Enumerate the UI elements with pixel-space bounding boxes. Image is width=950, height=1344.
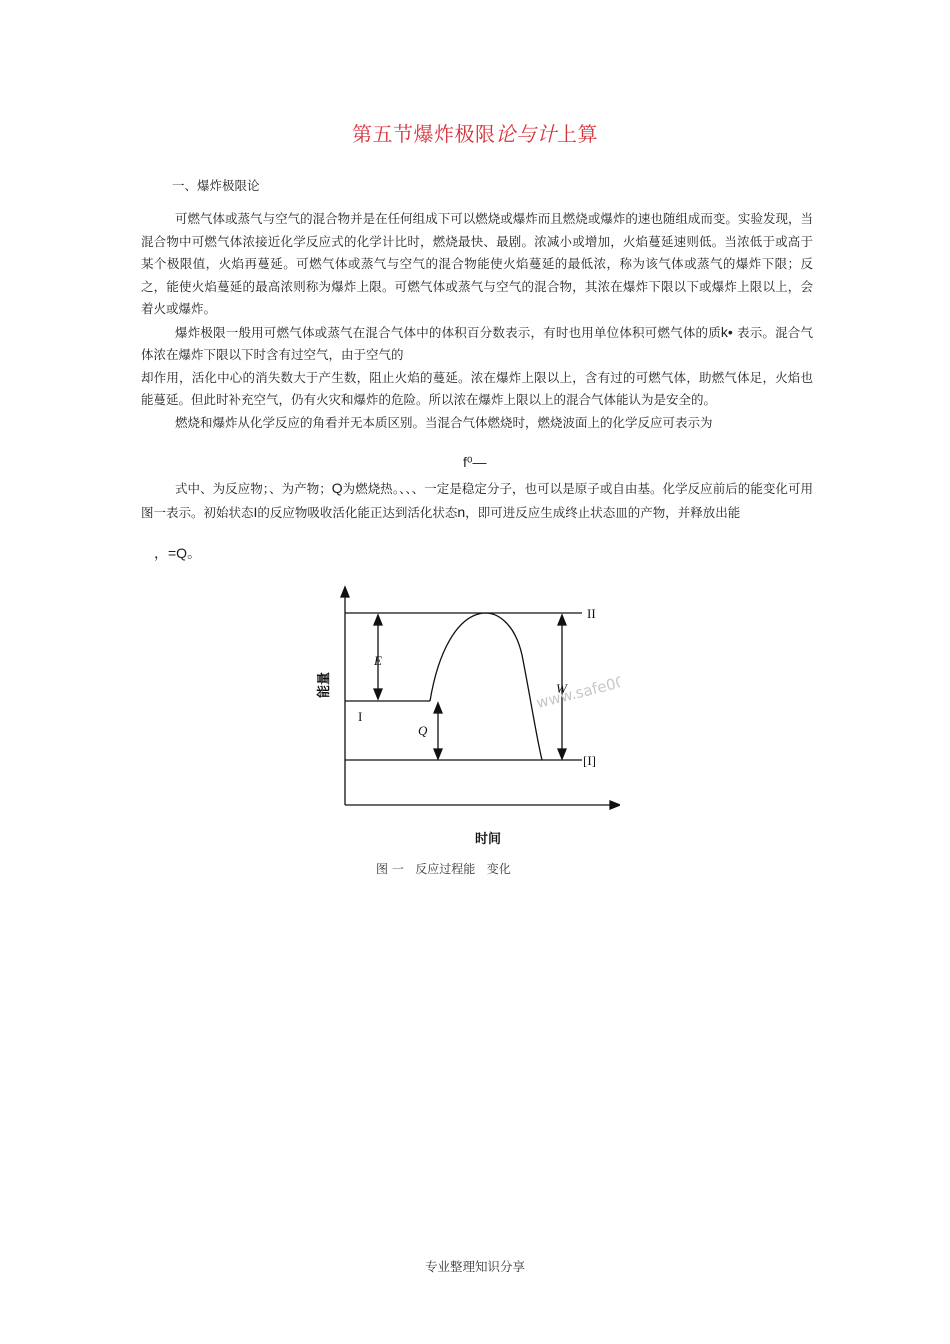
title-part-1: 第五节爆炸极限 xyxy=(352,122,496,146)
label-w: W xyxy=(556,681,567,696)
reaction-formula: f⁰— xyxy=(463,454,487,470)
body-text-block xyxy=(141,208,813,434)
body-text-block-2 xyxy=(141,477,813,524)
unit-symbol: k• xyxy=(720,323,733,340)
x-axis-label: 时间 xyxy=(474,832,502,847)
section-heading: 一、爆炸极限论 xyxy=(172,178,260,193)
label-e: E xyxy=(374,653,382,668)
paragraph-2 xyxy=(141,321,813,367)
e-arrow-head-down xyxy=(374,689,382,699)
p5-seg-4: ，即可进反应生成终止状态皿的产物，并释放出能 xyxy=(465,504,741,520)
p5-seg-i: I xyxy=(253,503,258,520)
label-iii: [I] xyxy=(583,753,596,768)
label-i: I xyxy=(358,709,363,724)
p5-seg-q: Q xyxy=(331,480,343,496)
label-ii: II xyxy=(587,606,596,621)
q-arrow-head-down xyxy=(434,749,442,759)
paragraph-3: 却作用，活化中心的消失数大于产生数，阻止火焰的蔓延。浓在爆炸上限以上，含有过的可燃气体，助燃气体足，火焰也能蔓延。但此时补充空气，仍有火灾和爆炸的危险。所以浓在爆炸上限以上的混合气体能认为是安全的。 xyxy=(141,369,813,407)
label-q: Q xyxy=(418,723,428,738)
reaction-curve xyxy=(430,613,542,760)
title-part-3: 上算 xyxy=(557,122,598,146)
w-arrow-head-down xyxy=(558,749,566,759)
figure-caption: 图 一 反应过程能 变化 xyxy=(376,862,511,876)
paragraph-4: 燃烧和爆炸从化学反应的角看并无本质区别。当混合气体燃烧时，燃烧波面上的化学反应可表示为 xyxy=(175,414,713,430)
q-arrow-head-up xyxy=(434,703,442,713)
paragraph-5 xyxy=(141,477,813,524)
energy-diagram-figure xyxy=(300,585,620,885)
y-axis-arrow xyxy=(341,587,349,597)
y-axis-label: 能量 xyxy=(317,671,332,699)
watermark: www.safe001.com xyxy=(534,661,620,712)
energy-equation: ，=Q。 xyxy=(154,545,202,561)
paragraph-1: 可燃气体或蒸气与空气的混合物并是在任何组成下可以燃烧或爆炸而且燃烧或爆炸的速也随组成而变。实验发现，当混合物中可燃气体浓接近化学反应式的化学计比时，燃烧最快、最剧。浓减小或增加，火焰蔓延速则低。当浓低于或高于某个极限值，火焰再蔓延。可燃气体或蒸气与空气的混合物能使火焰蔓延的最低浓，称为该气体或蒸气的爆炸下限；反之，能使火焰蔓延的最高浓则称为爆炸上限。可燃气体或蒸气与空气的混合物，其浓在爆炸下限以下或爆炸上限以上，会着火或爆炸。 xyxy=(141,211,813,316)
p5-seg-3: 的反应物吸收活化能正达到活化状态 xyxy=(257,504,458,520)
paragraph-2-tail: 表示。混合气体浓在爆炸下限以下时含有过空气，由于空气的 xyxy=(141,324,813,362)
p5-seg-n: n xyxy=(457,503,466,520)
page-title xyxy=(0,118,950,147)
paragraph-2-text: 爆炸极限一般用可燃气体或蒸气在混合气体中的体积百分数表示，有时也用单位体积可燃气体的质 xyxy=(175,324,721,340)
e-arrow-head-up xyxy=(374,615,382,625)
x-axis-arrow xyxy=(610,801,620,809)
title-part-2: 论与计 xyxy=(495,122,557,146)
w-arrow-head-up xyxy=(558,615,566,625)
p5-seg-1: 式中、为反应物；、为产物； xyxy=(175,481,332,496)
energy-diagram xyxy=(300,585,620,885)
p5-seg-2: 为燃烧热。、、、一定是稳定分子，也可以是原子或自由基。化学反应前后的能变化可用图一表示。初始状态 xyxy=(141,481,813,520)
page-footer: 专业整理知识分享 xyxy=(424,1259,525,1274)
